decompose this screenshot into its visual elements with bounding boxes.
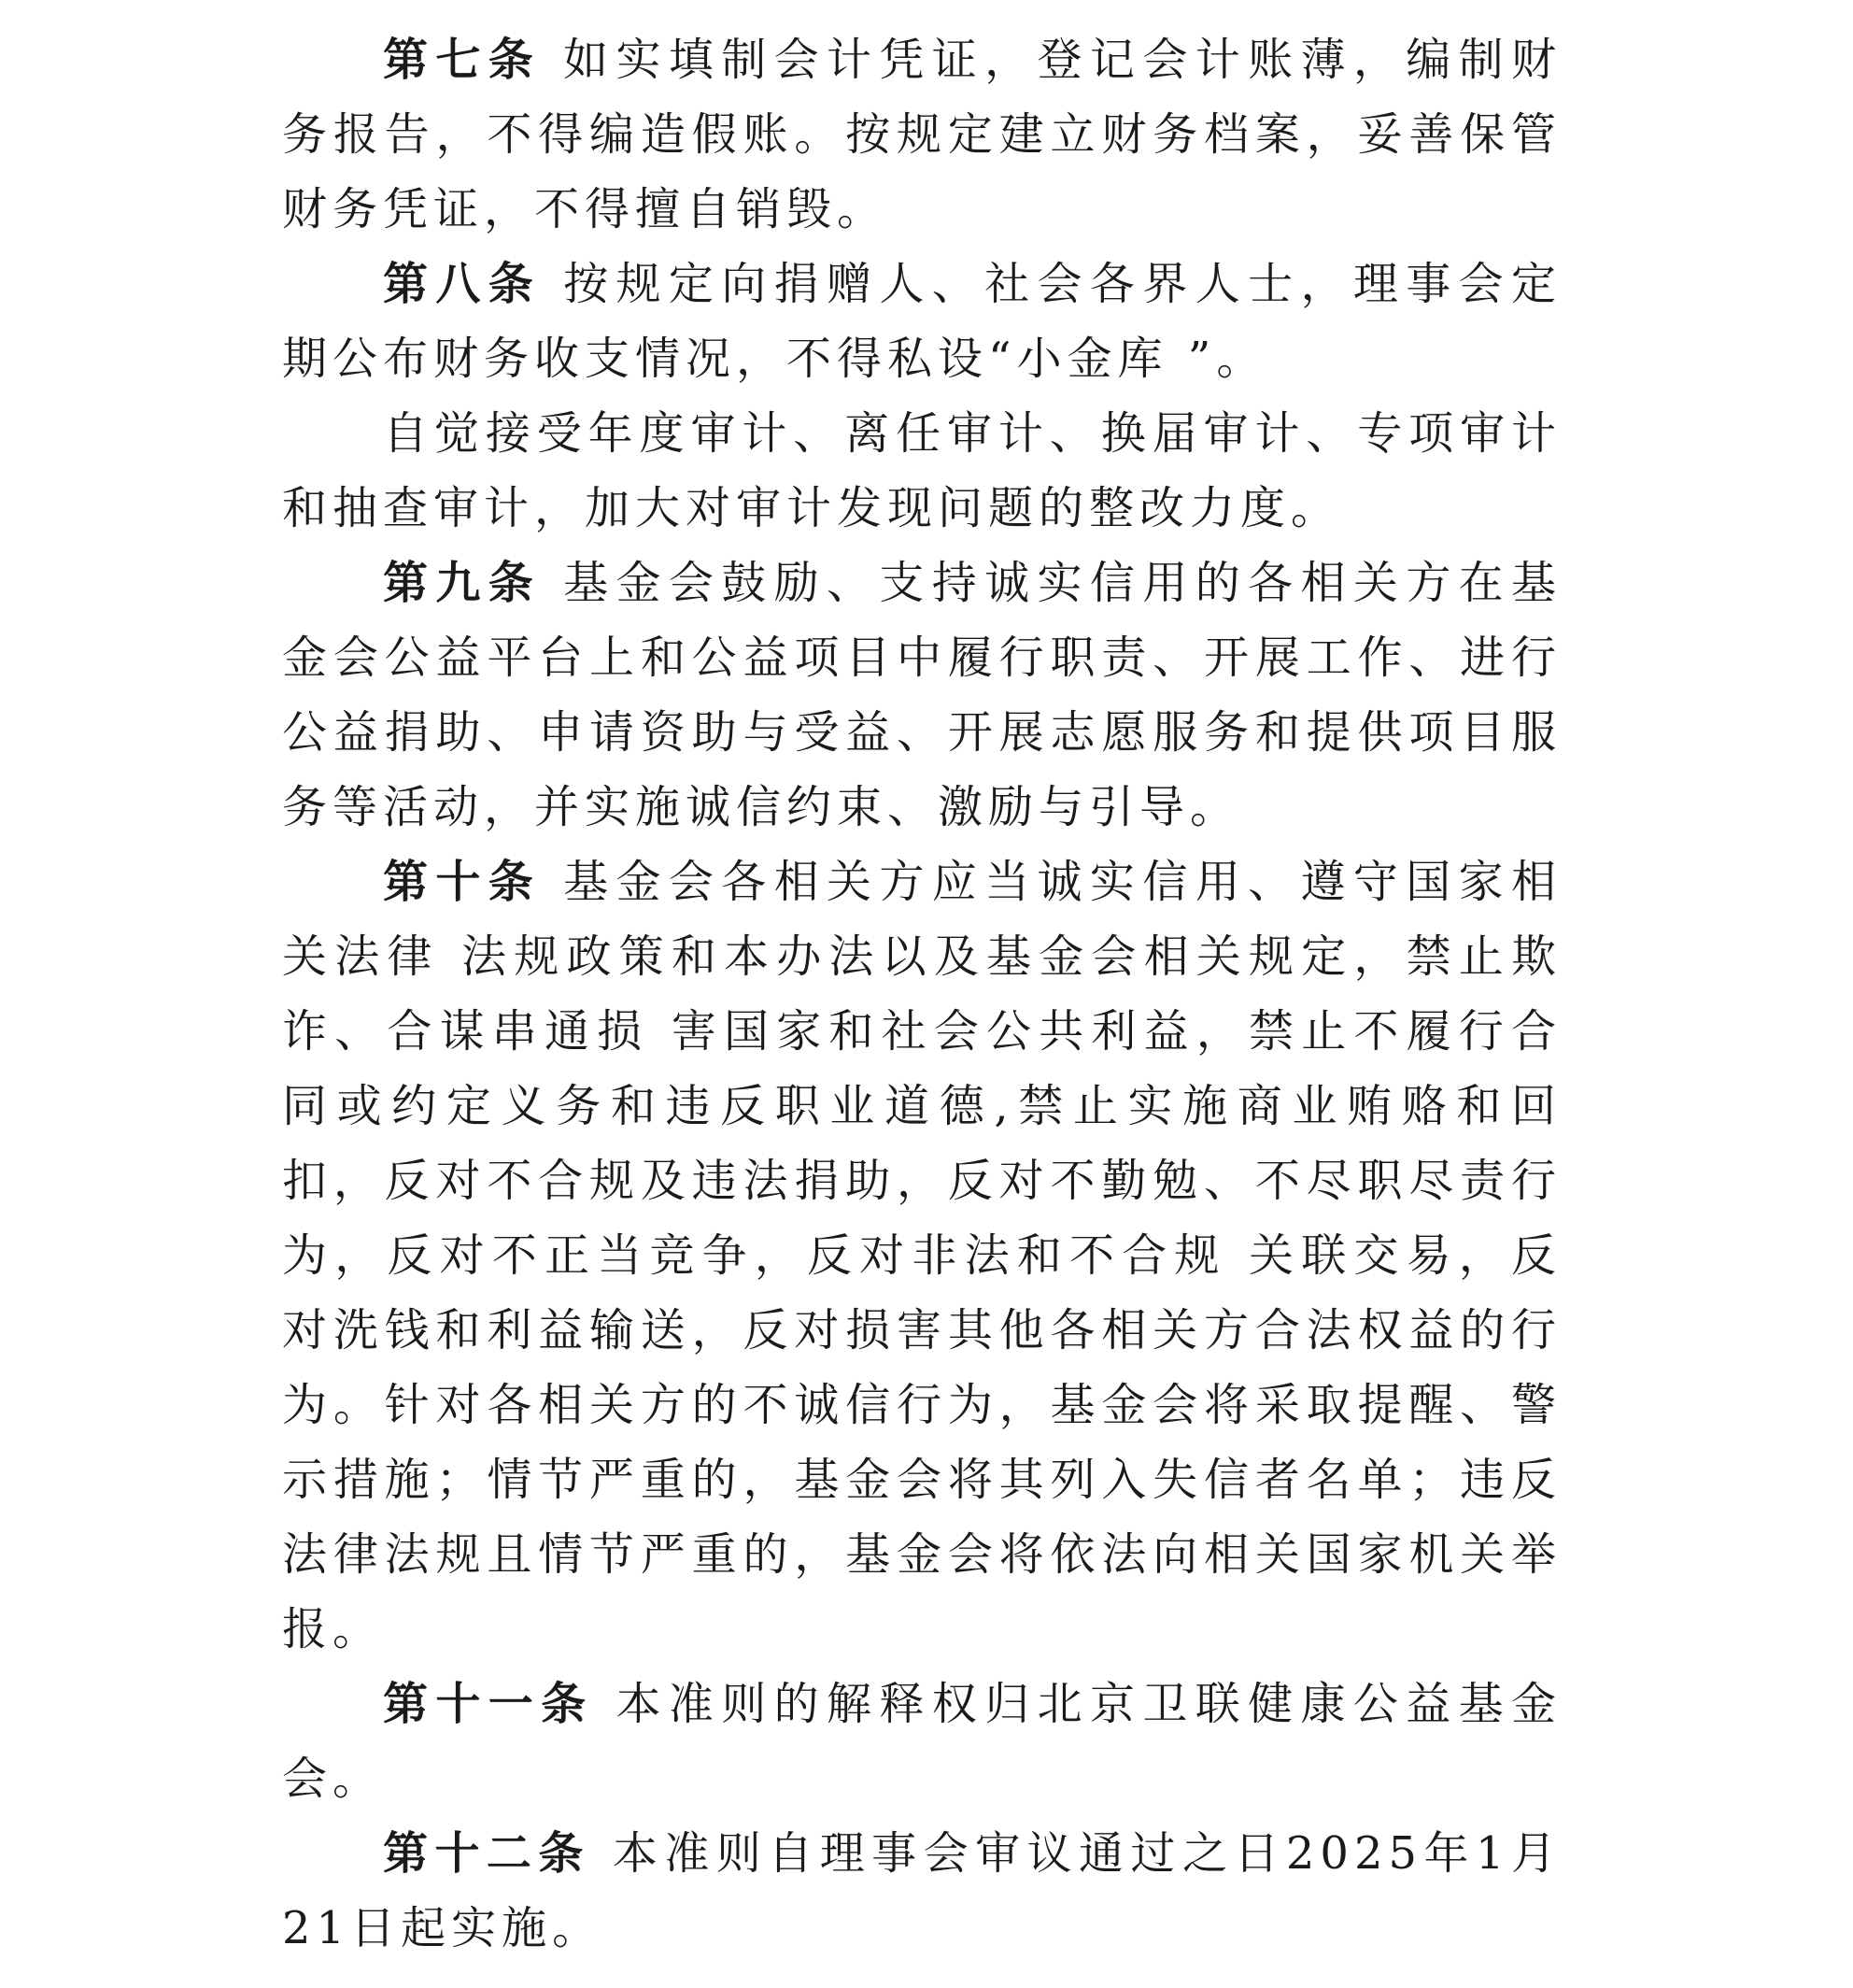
article-8-continued	[282, 396, 1562, 546]
article-text: 基金会各相关方应当诚实信用、遵守国家相关法律 法规政策和本办法以及基金会相关规定，禁止欺诈、合谋串通损 害国家和社会公共利益，禁止不履行合同或约定义务和违反职业道德,禁止实施商业贿赂和回扣，反对不合规及违法捐助，反对不勤勉、不尽职尽责行为，反对不正当竞争，反对非法和不合规 关联交易，反对洗钱和利益输送，反对损害其他各相关方合法权益的行为。针对各相关方的不诚信行为，基金会将采取提醒、警示措施；情节严重的，基金会将其列入失信者名单；违反法律法规且情节严重的，基金会将依法向相关国家机关举报。	[282, 856, 1562, 1655]
article-number: 第七条	[383, 34, 542, 86]
article-number: 第十一条	[383, 1678, 594, 1730]
article-text: 如实填制会计凭证，登记会计账薄，编制财务报告，不得编造假账。按规定建立财务档案，妥善保管财务凭证，不得擅自销毁。	[282, 34, 1562, 235]
document-body	[282, 22, 1562, 1966]
article-number: 第十条	[383, 856, 542, 908]
article-7	[282, 22, 1562, 247]
article-10	[282, 845, 1562, 1667]
article-number: 第八条	[383, 258, 542, 310]
article-text: 自觉接受年度审计、离任审计、换届审计、专项审计和抽查审计，加大对审计发现问题的整改力度。	[282, 407, 1562, 534]
article-12	[282, 1816, 1562, 1966]
article-8	[282, 247, 1562, 396]
article-text: 基金会鼓励、支持诚实信用的各相关方在基金会公益平台上和公益项目中履行职责、开展工作、进行公益捐助、申请资助与受益、开展志愿服务和提供项目服务等活动，并实施诚信约束、激励与引导。	[282, 557, 1562, 833]
article-text: 本准则的解释权归北京卫联健康公益基金会。	[282, 1678, 1562, 1805]
article-number: 第九条	[383, 557, 542, 609]
article-text: 本准则自理事会审议通过之日2025年1月21日起实施。	[282, 1827, 1562, 1954]
article-number: 第十二条	[383, 1827, 590, 1880]
article-11	[282, 1667, 1562, 1816]
article-text: 按规定向捐赠人、社会各界人士，理事会定期公布财务收支情况，不得私设“小金库 ”。	[282, 258, 1562, 385]
article-9	[282, 546, 1562, 845]
